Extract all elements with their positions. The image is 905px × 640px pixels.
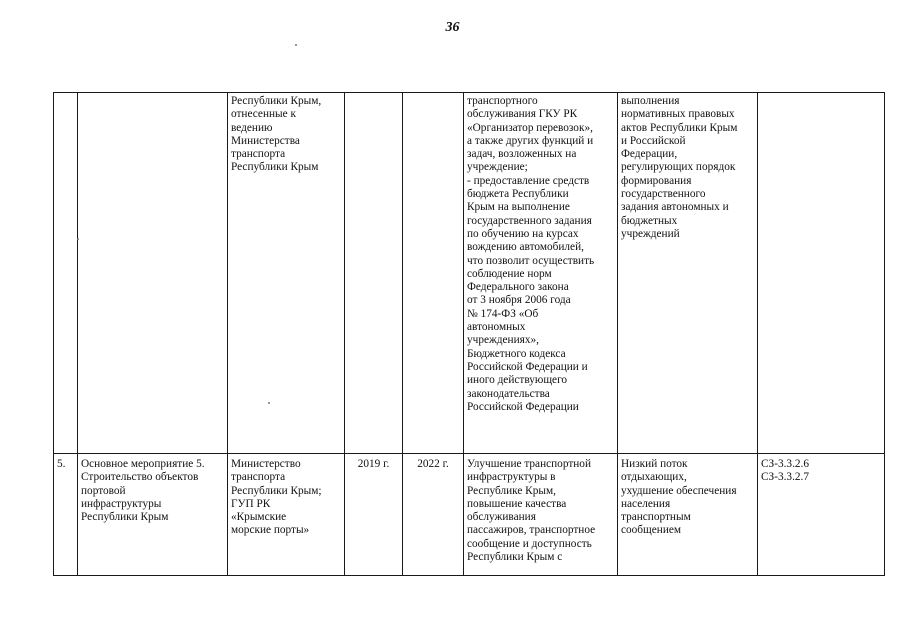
cell-executor: Министерство транспорта Республики Крым; ГУП РК «Крымские морские порты» (228, 454, 345, 576)
cell-consequences: выполнения нормативных правовых актов Республики Крым и Российской Федерации, регулирующих порядок формирования государственного задания автономных и бюджетных учреждений (618, 93, 758, 454)
document-table (53, 92, 885, 576)
table-row (54, 93, 885, 454)
cell-event: Основное мероприятие 5. Строительство объектов портовой инфраструктуры Республики Крым (78, 454, 228, 576)
page-number: 36 (445, 20, 460, 35)
cell-start-year: 2019 г. (345, 454, 403, 576)
cell-number: 5. (54, 454, 78, 576)
table-row (54, 454, 885, 576)
cell-number (54, 93, 78, 454)
cell-end-year (403, 93, 464, 454)
cell-result: Улучшение транспортной инфраструктуры в Республике Крым, повышение качества обслуживания пассажиров, транспортное сообщение и доступность Республики Крым с (464, 454, 618, 576)
cell-links (758, 93, 885, 454)
cell-consequences: Низкий поток отдыхающих, ухудшение обеспечения населения транспортным сообщением (618, 454, 758, 576)
scan-speck (295, 44, 297, 46)
cell-event (78, 93, 228, 454)
cell-links: СЗ-3.3.2.6 СЗ-3.3.2.7 (758, 454, 885, 576)
cell-executor: Республики Крым, отнесенные к ведению Министерства транспорта Республики Крым (228, 93, 345, 454)
cell-start-year (345, 93, 403, 454)
cell-result: транспортного обслуживания ГКУ РК «Организатор перевозок», а также других функций и задач, возложенных на учреждение; - предоставление средств бюджета Республики Крым на выполнение государственного задания по обучению на курсах вождению автомобилей, что позволит осуществить соблюдение норм Федерального закона от 3 ноября 2006 года № 174-ФЗ «Об автономных учреждениях», Бюджетного кодекса Российской Федерации и иного действующего законодательства Российской Федерации (464, 93, 618, 454)
scan-speck (268, 402, 270, 404)
scan-speck (77, 238, 79, 240)
cell-end-year: 2022 г. (403, 454, 464, 576)
